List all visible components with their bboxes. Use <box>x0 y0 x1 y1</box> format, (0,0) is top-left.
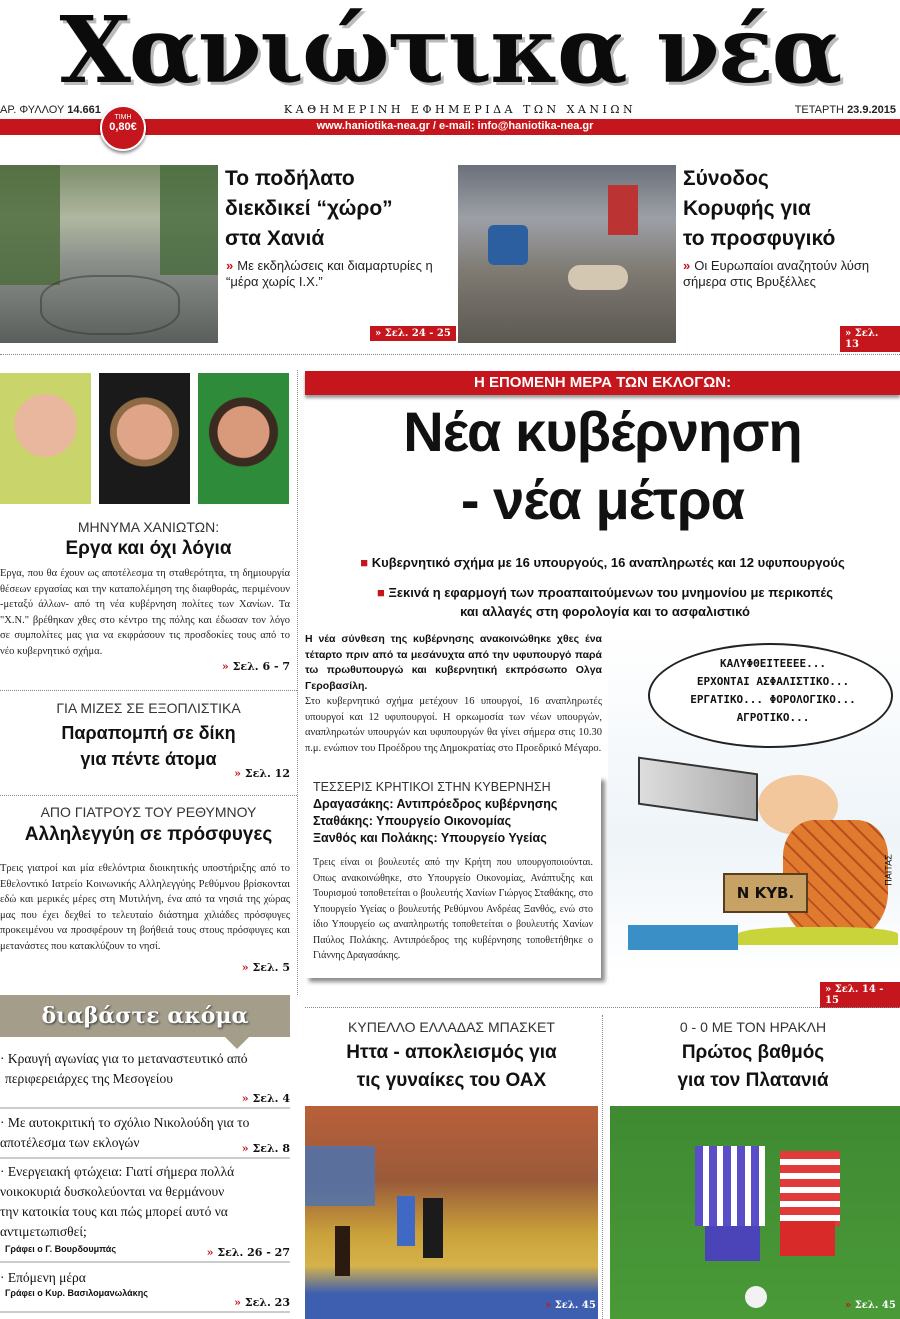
contact-link[interactable]: www.haniotika-nea.gr / e-mail: info@haniotika-nea.gr <box>316 120 594 132</box>
story-headline[interactable]: Ηττα - αποκλεισμός για τις γυναίκες του ΟΑΧ <box>346 1042 557 1091</box>
story-headline[interactable]: Το ποδήλατο διεκδικεί “χώρο” στα Χανιά <box>225 167 393 250</box>
portrait-photo[interactable] <box>198 373 289 504</box>
divider <box>0 354 900 355</box>
tagline: ΚΑΘΗΜΕΡΙΝΗ ΕΦΗΜΕΡΙΔΑ ΤΩΝ ΧΑΝΙΩΝ <box>283 103 637 116</box>
page-ref[interactable]: » Σελ. 45 <box>845 1300 896 1311</box>
divider <box>297 370 298 995</box>
page-ref[interactable]: » Σελ. 4 <box>241 1092 290 1105</box>
price-badge: ΤΙΜΗ 0,80€ <box>100 105 146 151</box>
kicker: ΓΙΑ ΜΙΖΕΣ ΣΕ ΕΞΟΠΛΙΣΤΙΚΑ <box>56 700 241 716</box>
newspaper-title: Χανιώτικα νέα <box>59 0 841 104</box>
page-ref[interactable]: » Σελ. 26 - 27 <box>206 1246 290 1259</box>
page-ref[interactable]: » Σελ. 5 <box>241 961 290 974</box>
main-headline[interactable]: Νέα κυβέρνηση - νέα μέτρα <box>403 400 802 531</box>
bullet: ■ Ξεκινά η εφαρμογή των προαπαιτούμενων του μνημονίου με περικοπές και αλλαγές στη φορολογία και το ασφαλιστικό <box>377 585 833 619</box>
story-body: Εργα, που θα έχουν ως αποτέλεσμα τη σταθερότητα, τη δημιουργία θέσεων εργασίας και την καταπολέμηση της διαφθοράς, περιμένουν -μεταξύ άλλων- από τη νέα κυβέρνηση πολίτες των Χανίων. Τα "Χ.Ν." βρέθηκαν χθες στο κέντρο της πόλης και έδωσαν τον λόγο σε συμπολίτες μας για να εκφράσουν τις προσδοκίες τους από το νέο κυβερνητικό σχήμα. <box>0 568 290 657</box>
author: Γράφει ο Γ. Βουρδουμπάς <box>5 1244 116 1254</box>
pointer-icon <box>225 1037 249 1049</box>
speech-text: ΚΑΛΥΦΘΕΙΤΕΕΕΕ... ΕΡΧΟΝΤΑΙ ΑΣΦΑΛΙΣΤΙΚΟ... ΕΡΓΑΤΙΚΟ... ΦΟΡΟΛΟΓΙΚΟ... ΑΓΡΟΤΙΚΟ... <box>690 657 856 724</box>
ground <box>738 927 898 945</box>
political-cartoon[interactable] <box>608 635 900 975</box>
story-headline[interactable]: Αλληλεγγύη σε πρόσφυγες <box>24 824 273 845</box>
page-ref[interactable]: » Σελ. 12 <box>234 767 290 780</box>
square-bullet-icon: ■ <box>377 585 389 600</box>
issue-date: ΤΕΤΑΡΤΗ 23.9.2015 <box>794 104 896 116</box>
portrait-photo[interactable] <box>99 373 190 504</box>
basketball-game-photo[interactable] <box>305 1106 598 1319</box>
story-headline[interactable]: Παραπομπή σε δίκη για πέντε άτομα <box>61 723 236 769</box>
lead-paragraph: Η νέα σύνθεση της κυβέρνησης ανακοινώθηκε χθες ένα τέταρτο πριν από τα μεσάνυχτα από την υφυπουργό παρά τω πρωθυπουργώ και κυβερνητική εκπρόσωπο Ολγα Γεροβασίλη. <box>305 633 602 692</box>
issue-number: ΑΡ. ΦΥΛΛΟΥ 14.661 <box>0 104 101 116</box>
section-banner: Η ΕΠΟΜΕΝΗ ΜΕΡΑ ΤΩΝ ΕΚΛΟΓΩΝ: <box>305 371 900 395</box>
list-item[interactable]: · Ενεργειακή φτώχεια: Γιατί σήμερα πολλά νοικοκυριά δυσκολεύονται να θερμάνουν την κατοικία τους και πώς μπορεί αυτό να αντιμετωπισθεί; Γράφει ο Γ. Βουρδουμπάς » Σελ. 26 - 27 <box>0 1159 290 1263</box>
page-ref[interactable]: » Σελ. 23 <box>234 1296 290 1309</box>
telescope-icon <box>638 757 758 822</box>
list-item[interactable]: · Επόμενη μέρα Γράφει ο Κυρ. Βασιλομανωλάκης » Σελ. 23 <box>0 1263 290 1313</box>
page-ref-tag[interactable]: » Σελ. 14 - 15 <box>820 982 900 1008</box>
list-item[interactable]: · Κραυγή αγωνίας για το μεταναστευτικό από περιφερειάρχες της Μεσογείου » Σελ. 4 <box>0 1049 290 1109</box>
divider <box>602 1015 603 1319</box>
read-more-list <box>0 1049 290 1313</box>
sidebar-box <box>305 776 601 978</box>
bicycles-on-street-photo[interactable] <box>0 165 218 343</box>
story-body: Στο κυβερνητικό σχήμα μετέχουν 16 υπουργοί, 16 αναπληρωτές υπουργοί και 12 υφυπουργοί. Η ορκωμοσία των νέων υπουργών, αναπληρωτών υπουργών και υφυπουργών θα γίνει σήμερα στις 10.30 π.μ. ενώπιον του Προέδρου της Δημοκρατίας στο Προεδρικό Μέγαρο. <box>305 696 602 754</box>
page-ref-tag[interactable]: » Σελ. 13 <box>840 326 900 352</box>
kicker: ΤΕΣΣΕΡΙΣ ΚΡΗΤΙΚΟΙ ΣΤΗΝ ΚΥΒΕΡΝΗΣΗ <box>313 780 551 794</box>
cartoon-signature: ΠΑΙΤΑΣ <box>883 854 894 886</box>
story-subhead: » Με εκδηλώσεις και διαμαρτυρίες η “μέρα χωρίς Ι.Χ.” <box>226 258 433 289</box>
divider <box>0 690 297 691</box>
sidebar-headline[interactable]: Δραγασάκης: Αντιπρόεδρος κυβέρνησης Σταθάκης: Υπουργείο Οικονομίας Ξανθός και Πολάκης: Υπουργείο Υγείας <box>313 797 558 845</box>
story-body: Τρεις είναι οι βουλευτές από την Κρήτη που υπουργοποιούνται. Οπως ανακοινώθηκε, στο Υπουργείο Οικονομίας, Ανάπτυξης και Τουρισμού τοποθετείται ο βουλευτής Χανίων Γιώργος Σταθάκης, στο Υπουργείο Υγείας ο βουλευτής Ρεθύμνου Ανδρέας Ξανθός, ενώ στο ίδιο Υπουργείο ως αναπληρωτής τοποθετείται ο βουλευτής Χανίων Παύλος Πολάκης. Αντιπρόεδρος της κυβέρνησης τοποθετήθηκε ο Γιάννης Δραγασάκης. <box>313 857 593 961</box>
page-ref[interactable]: » Σελ. 45 <box>545 1300 596 1311</box>
kicker: ΚΥΠΕΛΛΟ ΕΛΛΑΔΑΣ ΜΠΑΣΚΕΤ <box>348 1019 555 1035</box>
divider <box>305 1007 900 1008</box>
sign: N ΚΥΒ. <box>723 873 808 913</box>
page-ref[interactable]: » Σελ. 8 <box>241 1142 290 1155</box>
bullet: ■ Κυβερνητικό σχήμα με 16 υπουργούς, 16 αναπληρωτές και 12 υφυπουργούς <box>360 555 845 570</box>
portrait-photo[interactable] <box>0 373 91 504</box>
author: Γράφει ο Κυρ. Βασιλομανωλάκης <box>5 1288 148 1298</box>
list-item[interactable]: · Με αυτοκριτική το σχόλιο Νικολούδη για το αποτέλεσμα των εκλογών » Σελ. 8 <box>0 1109 290 1159</box>
story-body: Τρεις γιατροί και μία εθελόντρια διοικητικής υποστήριξης από το Εθελοντικό Ιατρείο Κοινωνικής Αλληλεγγύης Ρεθύμνου βρίσκονται εδώ και μερικές μέρες στη Μυτιλήνη, ένα από τα νησιά της χώρας μας που έχει δεχθεί το τελευταίο διάστημα χιλιάδες πρόσφυγες προκειμένου να προσφέρουν τη βοήθειά τους στους πρόσφυγες και μετανάστες που κατακλύζουν το νησί. <box>0 863 290 952</box>
kicker: ΑΠΟ ΓΙΑΤΡΟΥΣ ΤΟΥ ΡΕΘΥΜΝΟΥ <box>40 804 257 820</box>
sea <box>628 925 738 950</box>
kicker: 0 - 0 ΜΕ ΤΟΝ ΗΡΑΚΛΗ <box>679 1019 827 1035</box>
read-more-header: διαβάστε ακόμα <box>0 995 290 1037</box>
chevron-right-icon: » <box>683 258 691 273</box>
chevron-right-icon: » <box>226 258 234 273</box>
refugees-resting-photo[interactable] <box>458 165 676 343</box>
story-headline[interactable]: Εργα και όχι λόγια <box>65 538 232 559</box>
story-headline[interactable]: Πρώτος βαθμός για τον Πλατανιά <box>677 1042 829 1091</box>
divider <box>0 795 297 796</box>
kicker: ΜΗΝΥΜΑ ΧΑΝΙΩΤΩΝ: <box>77 519 220 535</box>
football-match-photo[interactable] <box>610 1106 900 1319</box>
story-headline[interactable]: Σύνοδος Κορυφής για το προσφυγικό <box>683 167 836 250</box>
page-ref[interactable]: » Σελ. 6 - 7 <box>221 660 290 673</box>
page-ref-tag[interactable]: » Σελ. 24 - 25 <box>370 326 456 341</box>
story-subhead: » Οι Ευρωπαίοι αναζητούν λύση σήμερα στις Βρυξέλλες <box>683 258 870 289</box>
square-bullet-icon: ■ <box>360 555 372 570</box>
